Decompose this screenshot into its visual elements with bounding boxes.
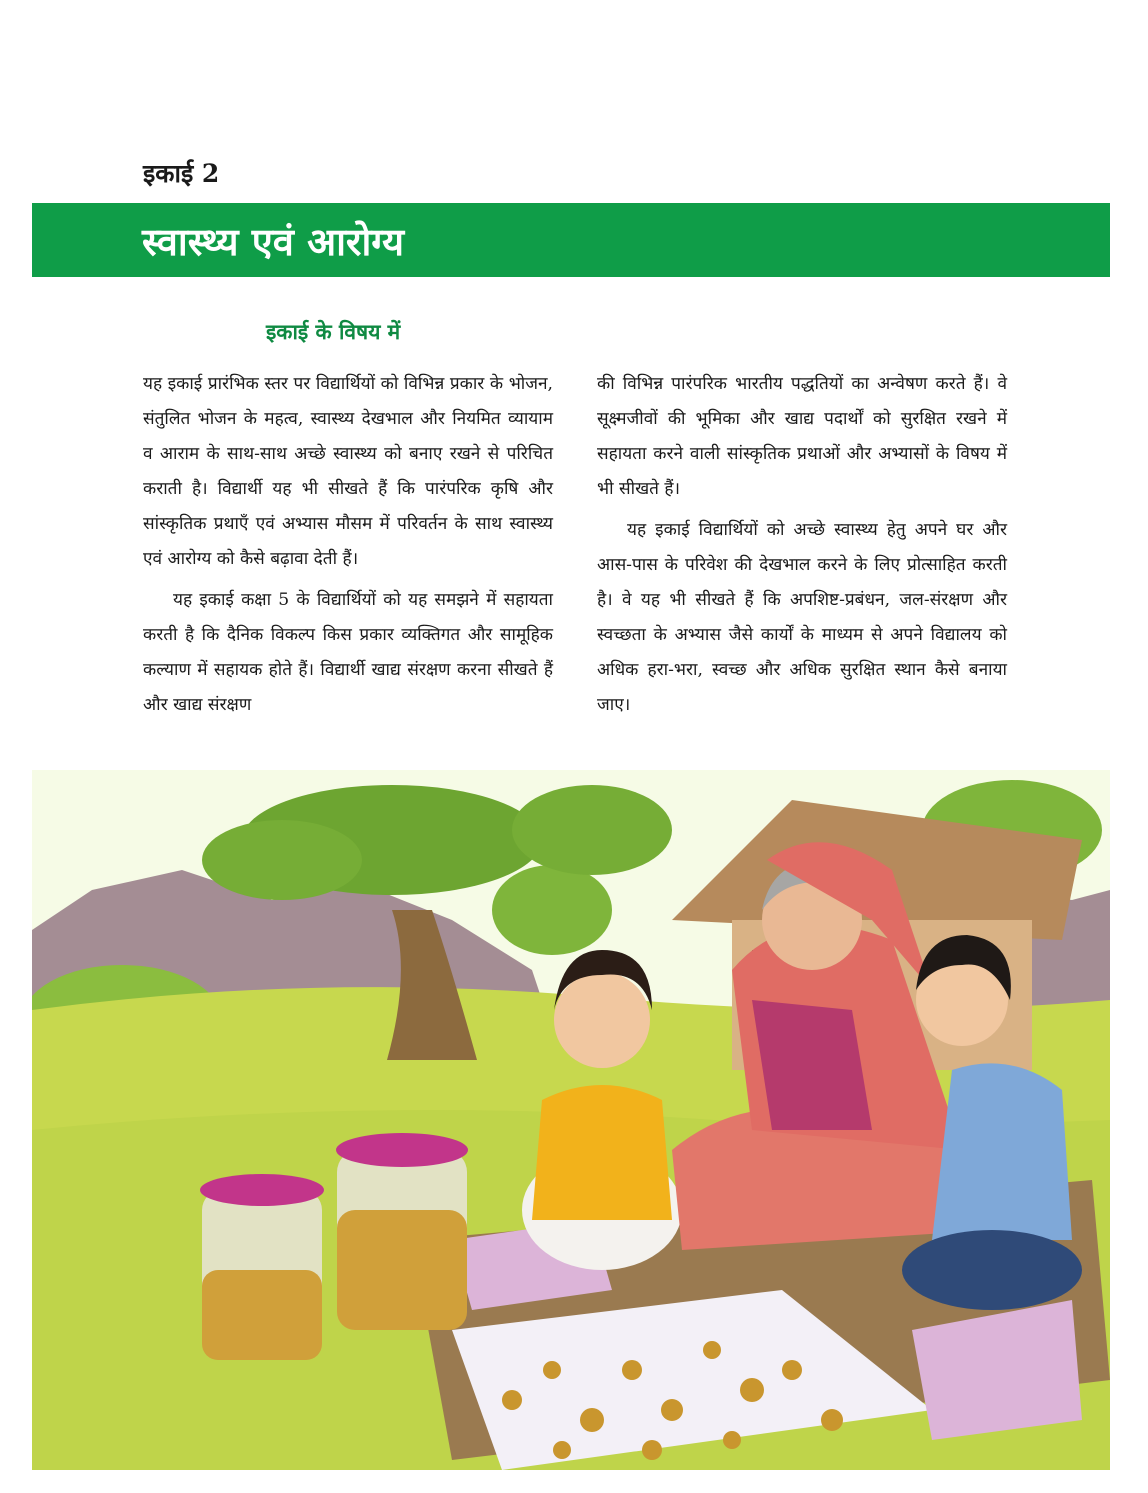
paragraph: यह इकाई प्रारंभिक स्तर पर विद्यार्थियों को विभिन्न प्रकार के भोजन, संतुलित भोजन के महत्व, स्वास्थ्य देखभाल और नियमित व्यायाम व आराम के साथ-साथ अच्छे स्वास्थ्य को बनाए रखने से परिचित कराती है। विद्यार्थी यह भी सीखते हैं कि पारंपरिक कृषि और सांस्कृतिक प्रथाएँ एवं अभ्यास मौसम में परिवर्तन के साथ स्वास्थ्य एवं आरोग्य को कैसे बढ़ावा देती हैं। [143,374,553,569]
page-title: स्वास्थ्य एवं आरोग्य [142,219,405,264]
paragraph: की विभिन्न पारंपरिक भारतीय पद्धतियों का अन्वेषण करते हैं। वे सूक्ष्मजीवों की भूमिका और खाद्य पदार्थों को सुरक्षित रखने में सहायता करने वाली सांस्कृतिक प्रथाओं और अभ्यासों के विषय में भी सीखते हैं। [597,374,1007,499]
text-column-left [143,367,553,729]
pickle-jar [200,1174,324,1360]
unit-label: इकाई 2 [143,159,220,188]
text-column-right [597,367,1007,729]
title-band [32,203,1110,277]
illustration-family-food-preservation [32,770,1110,1470]
pickle-jar [336,1133,468,1330]
paragraph: यह इकाई कक्षा 5 के विद्यार्थियों को यह समझने में सहायता करती है कि दैनिक विकल्प किस प्रकार व्यक्तिगत और सामूहिक कल्याण में सहायक होते हैं। विद्यार्थी खाद्य संरक्षण करना सीखते हैं और खाद्य संरक्षण [143,590,553,715]
paragraph: यह इकाई विद्यार्थियों को अच्छे स्वास्थ्य हेतु अपने घर और आस-पास के परिवेश की देखभाल करने के लिए प्रोत्साहित करती है। वे यह भी सीखते हैं कि अपशिष्ट-प्रबंधन, जल-संरक्षण और स्वच्छता के अभ्यास जैसे कार्यों के माध्यम से अपने विद्यालय को अधिक हरा-भरा, स्वच्छ और अधिक सुरक्षित स्थान कैसे बनाया जाए। [597,520,1007,715]
section-heading: इकाई के विषय में [266,319,401,344]
